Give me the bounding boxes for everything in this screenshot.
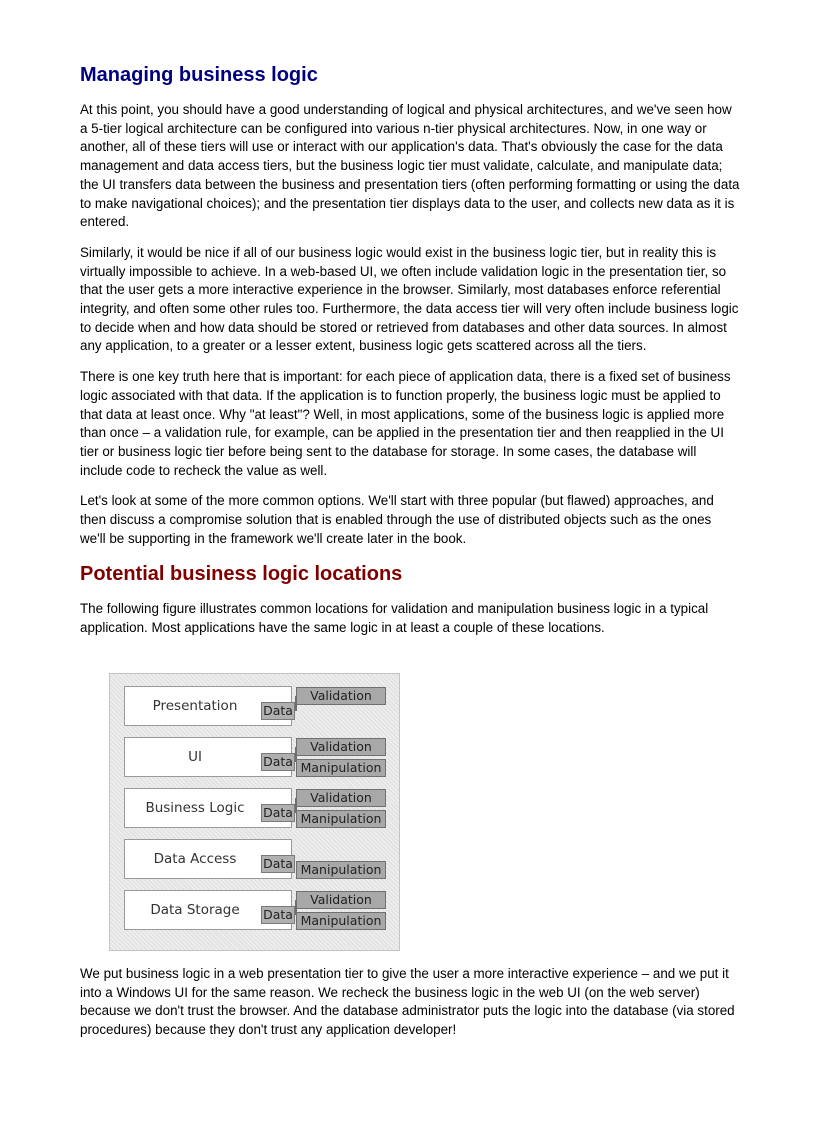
validation-box: Validation bbox=[296, 687, 386, 705]
validation-box: Validation bbox=[296, 789, 386, 807]
tier-label: UI bbox=[188, 748, 202, 765]
data-box: Data bbox=[261, 906, 295, 924]
connector-line bbox=[295, 696, 297, 711]
paragraph-1: At this point, you should have a good understanding of logical and physical architectures, and we've seen how a 5-tier logical architecture can be configured into various n-tier physical architectures. Now, in one way or another, all of these tiers will use or interact with our application's data. That's obviously the case for the data management and data access tiers, but the business logic tier must validate, calculate, and manipulate data; the UI transfers data between the business and presentation tiers (often performing formatting or using the data to make navigational choices); and the presentation tier displays data to the user, and collects new data as it is entered. bbox=[80, 102, 740, 230]
data-box: Data bbox=[261, 804, 295, 822]
tier-label: Presentation bbox=[152, 697, 238, 714]
section-heading-managing-business-logic: Managing business logic bbox=[80, 64, 318, 86]
paragraph-2: Similarly, it would be nice if all of our business logic would exist in the business logic tier, but in reality this is virtually impossible to achieve. In a web-based UI, we often include validation logic in the presentation tier, so that the user gets a more interactive experience in the browser. Similarly, most databases enforce referential integrity, and often some other rules too. Furthermore, the data access tier will very often include business logic to decide when and how data should be stored or retrieved from databases and other data sources. In almost any application, to a greater or a lesser extent, business logic gets scattered across all the tiers. bbox=[80, 244, 739, 354]
validation-box: Validation bbox=[296, 891, 386, 909]
manipulation-box: Manipulation bbox=[296, 810, 386, 828]
paragraph-4: Let's look at some of the more common options. We'll start with three popular (but flawed) approaches, and then discuss a compromise solution that is enabled through the use of distributed objects such as the ones we'll be supporting in the framework we'll create later in the book. bbox=[80, 493, 714, 546]
tier-label: Data Storage bbox=[150, 901, 240, 918]
section-2 bbox=[80, 561, 740, 637]
data-box: Data bbox=[261, 753, 295, 771]
data-box: Data bbox=[261, 702, 295, 720]
section-heading-potential-locations: Potential business logic locations bbox=[80, 563, 403, 586]
manipulation-box: Manipulation bbox=[296, 912, 386, 930]
document-page bbox=[80, 62, 740, 1052]
tier-label: Business Logic bbox=[145, 799, 245, 816]
paragraph-3: There is one key truth here that is important: for each piece of application data, there is a fixed set of business logic associated with that data. If the application is to function properly, the business logic must be applied to that data at least once. Why "at least"? Well, in most applications, some of the business logic is applied more than once – a validation rule, for example, can be applied in the presentation tier and then reapplied in the UI tier or business logic tier before being sent to the database for storage. In some cases, the database will include code to recheck the value as well. bbox=[80, 369, 731, 478]
data-box: Data bbox=[261, 855, 295, 873]
validation-box: Validation bbox=[296, 738, 386, 756]
tier-label: Data Access bbox=[153, 850, 237, 867]
manipulation-box: Manipulation bbox=[296, 759, 386, 777]
tier-logic-diagram bbox=[109, 673, 400, 951]
manipulation-box: Manipulation bbox=[296, 861, 386, 879]
outro-paragraph: We put business logic in a web presentation tier to give the user a more interactive experience – and we put it into a Windows UI for the same reason. We recheck the business logic in the web UI (on the web server) because we don't trust the browser. And the database administrator puts the logic into the database (via stored procedures) because they don't trust any application developer! bbox=[80, 965, 735, 1037]
intro-paragraph: The following figure illustrates common locations for validation and manipulation business logic in a typical application. Most applications have the same logic in at least a couple of these locations. bbox=[80, 601, 709, 636]
